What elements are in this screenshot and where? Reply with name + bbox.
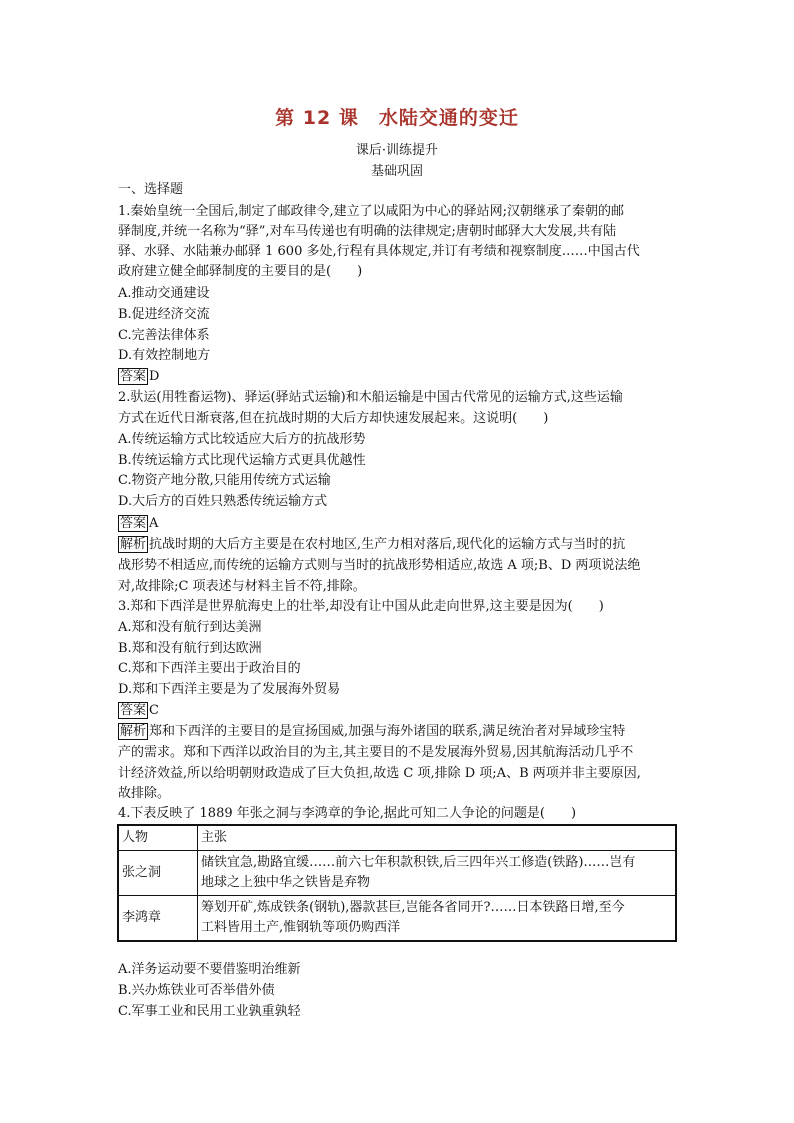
table-cell-claim (198, 896, 677, 942)
q3-option-a: A.郑和没有航行到达美洲 (118, 620, 262, 635)
q2-option-b: B.传统运输方式比现代运输方式更具优越性 (118, 453, 366, 468)
q1-answer: D (149, 369, 160, 384)
analysis-label: 解析 (120, 537, 147, 552)
q1-option-c: C.完善法律体系 (118, 328, 210, 343)
claim-line: 筹划开矿,炼成铁条(钢轨),器款甚巨,岂能各省同开?……日本铁路日增,至今 (201, 900, 625, 915)
q3-analysis-row (118, 722, 625, 742)
q1-line: 驿、水驿、水陆兼办邮驿 1 600 多处,行程有具体规定,并订有考绩和视察制度……中国古代 (118, 244, 640, 259)
page-title: 第 12 课 水陆交通的变迁 (275, 107, 519, 129)
answer-label: 答案 (120, 369, 147, 384)
analysis-label: 解析 (120, 724, 147, 739)
q1-option-a: A.推动交通建设 (118, 286, 210, 301)
q4-option-a: A.洋务运动要不要借鉴明治维新 (118, 962, 301, 977)
table-cell-claim (198, 851, 677, 896)
q1-option-d: D.有效控制地方 (118, 348, 211, 363)
table-cell-person: 李鸿章 (118, 896, 198, 942)
table-header-claim: 主张 (198, 825, 677, 851)
page-subtitle: 课后·训练提升 (355, 143, 439, 158)
q2-option-a: A.传统运输方式比较适应大后方的抗战形势 (118, 432, 366, 447)
q2-answer-row (118, 514, 158, 534)
table-row (118, 896, 676, 942)
q2-line: 方式在近代日渐衰落,但在抗战时期的大后方却快速发展起来。这说明( ) (118, 411, 549, 426)
q1-line: 1.秦始皇统一全国后,制定了邮政律令,建立了以咸阳为中心的驿站网;汉朝继承了秦朝的邮 (118, 204, 625, 219)
q3-analysis-line: 计经济效益,所以给明朝财政造成了巨大负担,故选 C 项,排除 D 项;A、B 两项并非主要原因, (118, 766, 641, 781)
table-header-person: 人物 (118, 825, 198, 851)
q3-analysis-line: 故排除。 (118, 786, 171, 801)
q2-analysis-line: 抗战时期的大后方主要是在农村地区,生产力相对落后,现代化的运输方式与当时的抗 (149, 537, 626, 552)
answer-label: 答案 (120, 703, 147, 718)
q4-line: 4.下表反映了 1889 年张之洞与李鸿章的争论,据此可知二人争论的问题是( ) (118, 806, 577, 821)
q3-option-d: D.郑和下西洋主要是为了发展海外贸易 (118, 682, 341, 697)
q1-option-b: B.促进经济交流 (118, 307, 210, 322)
q2-option-c: C.物资产地分散,只能用传统方式运输 (118, 473, 331, 488)
answer-label: 答案 (120, 516, 147, 531)
q1-line: 驿制度,并统一名称为“驿”,对车马传递也有明确的法律规定;唐朝时邮驿大大发展,共有陆 (118, 224, 617, 239)
table-header-row (118, 825, 676, 851)
q3-answer: C (149, 703, 159, 718)
section-heading: 基础巩固 (370, 164, 423, 179)
part-heading: 一、选择题 (118, 182, 184, 197)
q3-answer-row (118, 701, 159, 721)
table-row (118, 851, 676, 896)
claim-line: 工料皆用土产,惟钢轨等项仍购西洋 (201, 920, 401, 935)
q3-option-c: C.郑和下西洋主要出于政治目的 (118, 661, 301, 676)
q3-analysis-line: 产的需求。郑和下西洋以政治目的为主,其主要目的不是发展海外贸易,因其航海活动几乎不 (118, 745, 634, 760)
q3-line: 3.郑和下西洋是世界航海史上的壮举,却没有让中国从此走向世界,这主要是因为( ) (118, 599, 604, 614)
q2-answer: A (149, 516, 159, 531)
q2-option-d: D.大后方的百姓只熟悉传统运输方式 (118, 494, 328, 509)
q2-analysis-line: 对,故排除;C 项表述与材料主旨不符,排除。 (118, 579, 366, 594)
q4-option-c: C.军事工业和民用工业孰重孰轻 (118, 1004, 301, 1019)
table-cell-person: 张之洞 (118, 851, 198, 896)
claim-line: 地球之上独中华之铁皆是弃物 (201, 875, 371, 890)
q1-line: 政府建立健全邮驿制度的主要目的是( ) (118, 264, 363, 279)
claim-line: 储铁宜急,勘路宜缓……前六七年积款积铁,后三四年兴工修造(铁路)……岂有 (201, 855, 636, 870)
q4-option-b: B.兴办炼铁业可否举借外债 (118, 983, 275, 998)
q2-analysis-row (118, 535, 625, 555)
q4-table (117, 824, 677, 942)
q2-analysis-line: 战形势不相适应,而传统的运输方式则与当时的抗战形势相适应,故选 A 项;B、D 两项说法绝 (118, 558, 641, 573)
q1-answer-row (118, 367, 159, 387)
q3-analysis-line: 郑和下西洋的主要目的是宣扬国威,加强与海外诸国的联系,满足统治者对异域珍宝特 (149, 724, 626, 739)
q3-option-b: B.郑和没有航行到达欧洲 (118, 641, 262, 656)
q2-line: 2.驮运(用牲畜运物)、驿运(驿站式运输)和木船运输是中国古代常见的运输方式,这些运输 (118, 390, 623, 405)
